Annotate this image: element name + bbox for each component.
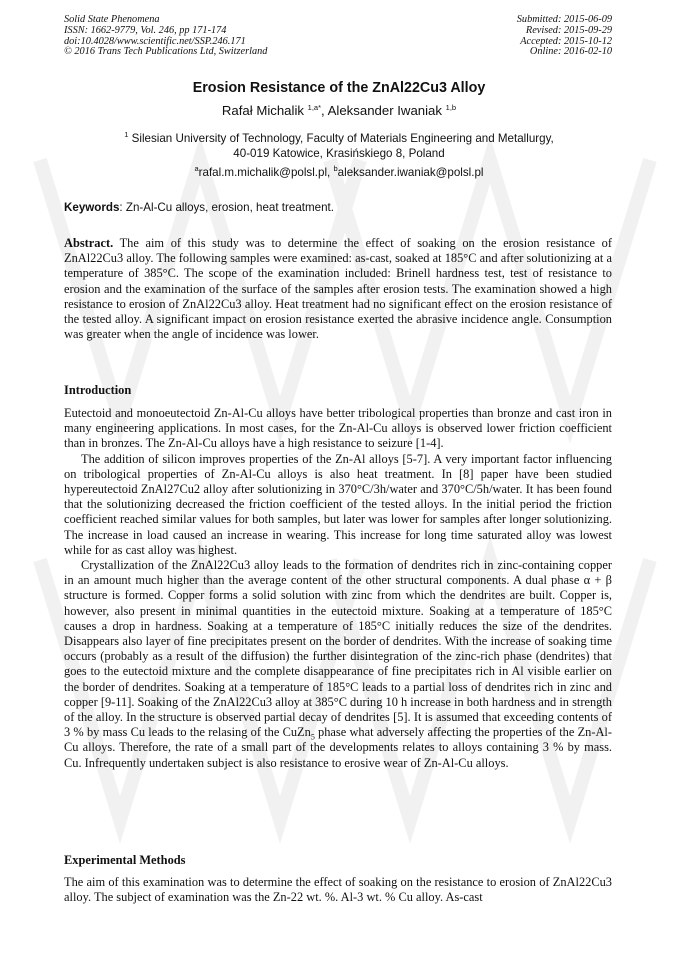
dates-info [517, 15, 612, 58]
keywords-label: Keywords [64, 201, 120, 214]
email-b-sup: b [333, 164, 338, 173]
email-a-sup: a [194, 164, 199, 173]
methods-paragraph-1: The aim of this examination was to determine the effect of soaking on the resistance to erosion of ZnAl22Cu3 alloy. The subject of examination was the Zn-22 wt. %. Al-3 wt. % Cu alloy. As-cast [64, 875, 612, 905]
affiliation-line-2: 40-019 Katowice, Krasińskiego 8, Poland [233, 147, 445, 160]
introduction-body [64, 406, 612, 771]
keywords [64, 201, 612, 214]
author-2-sup: 1,b [445, 103, 457, 112]
paper-title: Erosion Resistance of the ZnAl22Cu3 Alloy [192, 80, 486, 96]
journal-info [64, 15, 267, 58]
intro-paragraph-1: Eutectoid and monoeutectoid Zn-Al-Cu alloys have better tribological properties than bronze and cast iron in many engineering applications. In most cases, for the Zn-Al-Cu alloys is observed lower friction coefficient than in bronzes. The Zn-Al-Cu alloys have a high resistance to seizure [1-4]. [64, 406, 612, 451]
author-sep: , [321, 103, 328, 118]
date-accepted: Accepted: 2015-10-12 [520, 35, 612, 47]
email-a[interactable]: rafal.m.michalik@polsl.pl, [198, 166, 334, 179]
methods-heading: Experimental Methods [64, 853, 186, 867]
intro-paragraph-3 [64, 558, 612, 771]
authors [0, 103, 678, 118]
journal-copyright: © 2016 Trans Tech Publications Ltd, Switzerland [64, 46, 268, 58]
intro-sub: 5 [310, 732, 315, 742]
abstract [64, 236, 612, 342]
affiliation [90, 131, 588, 161]
intro-paragraph-3b: phase what adversely affecting the properties of the Zn-Al-Cu alloys. Therefore, the rate of a small part of the developments relates to alloys containing 3 % by mass. Cu. Infrequently undertaken subject is also resistance to erosive wear of Zn-Al-Cu alloys. [64, 725, 612, 770]
journal-header [64, 15, 612, 58]
journal-issn: ISSN: 1662-9779, Vol. 246, pp 171-174 [64, 24, 227, 36]
introduction-heading: Introduction [64, 383, 132, 397]
date-submitted: Submitted: 2015-06-09 [516, 14, 612, 25]
affiliation-sup: 1 [124, 130, 129, 139]
abstract-text: The aim of this study was to determine the effect of soaking on the erosion resistance of ZnAl22Cu3 alloy. The following samples were examined: as-cast, soaked at 185°C and after solutionizing at a temperature of 385°C. The scope of the examination included: Brinell hardness test, test of resistance to erosion and the examination of the surface of the samples after erosion tests. The examination showed a high resistance to erosion of ZnAl22Cu3 alloy. Heat treatment had no significant effect on the erosion resistance of the tested alloy. A significant impact on erosion resistance exerted the abrasive incidence angle. Consumption was greater when the angle of incidence was lower. [64, 236, 612, 342]
author-1-sup: 1,a* [307, 103, 322, 112]
author-1: Rafał Michalik [221, 103, 304, 118]
date-revised: Revised: 2015-09-29 [525, 24, 612, 36]
email-b[interactable]: aleksander.iwaniak@polsl.pl [337, 166, 484, 179]
emails [0, 166, 678, 179]
keywords-text: : Zn-Al-Cu alloys, erosion, heat treatment. [119, 201, 334, 214]
date-online: Online: 2016-02-10 [529, 46, 612, 58]
affiliation-line-1: Silesian University of Technology, Faculty of Materials Engineering and Metallurgy, [128, 132, 554, 145]
intro-paragraph-2: The addition of silicon improves properties of the Zn-Al alloys [5-7]. A very important factor influencing on tribological properties of Zn-Al-Cu alloys is also heat treatment. In [8] paper have been studied hypereutectoid ZnAl27Cu2 alloy after solutionizing in 370°C/3h/water and 370°C/5h/water. It has been found that the solutionizing decreased the friction coefficient of the tested alloys. In the initial period the friction coefficient reached similar values for both samples, but later was lower for samples after longer solutionizing. The increase in load caused an increase in wearing. This increase for long time saturated alloy was lowest while for as cast alloy was highest. [64, 451, 612, 557]
journal-doi: doi:10.4028/www.scientific.net/SSP.246.171 [64, 35, 246, 47]
abstract-label: Abstract. [64, 236, 114, 250]
methods-body [64, 875, 612, 905]
journal-name: Solid State Phenomena [64, 14, 160, 25]
intro-paragraph-3a: Crystallization of the ZnAl22Cu3 alloy leads to the formation of dendrites rich in zinc-containing copper in an amount much higher than the average content of the other structural components. A dual phase α + β structure is formed. Copper forms a solid solution with zinc from which the dendrites are built. Copper is, however, also present in minimal quantities in the eutectoid mixture. Soaking at a temperature of 185°C causes a drop in hardness. Soaking at a temperature of 185°C initially reduces the size of the dendrites. Disappears also layer of fine precipitates present on the border of dendrites. With the increase of soaking time occurs (probably as a result of the diffusion) the further disintegration of the zinc-rich phase (dendrites) that goes to the eutectoid mixture and the complete disappearance of fine precipitates rich in Al visible earlier on the border of dendrites. Soaking at a temperature of 185°C leads to a partial loss of dendrites rich in zinc and copper [9-11]. Soaking of the ZnAl22Cu3 alloy at 385°C during 10 h increase in both hardness and in strength of the alloy. In the structure is observed partial decay of dendrites [5]. It is assumed that exceeding contents of 3 % by mass Cu leads to the relasing of the CuZn [64, 558, 612, 740]
author-2: Aleksander Iwaniak [327, 103, 442, 118]
